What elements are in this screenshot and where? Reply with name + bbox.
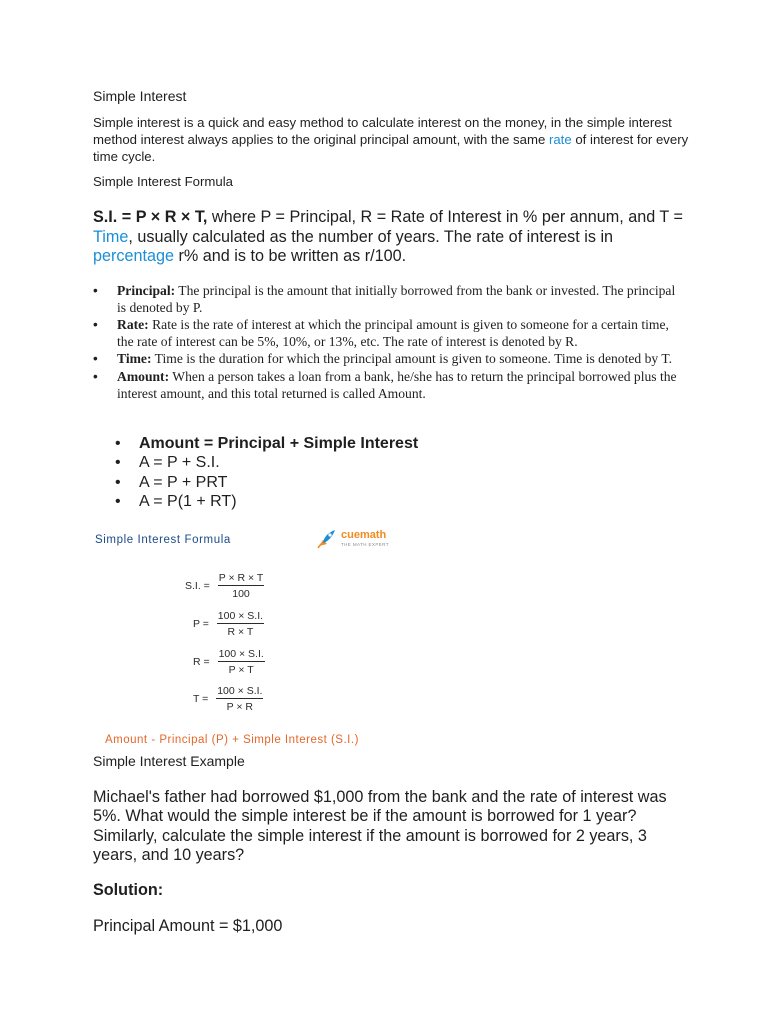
logo-text: cuemath xyxy=(341,529,387,541)
amount-formula-bold: Amount = Principal + Simple Interest xyxy=(139,435,419,452)
fraction-lhs: T = xyxy=(193,693,209,705)
fraction-numerator: P × R × T xyxy=(218,572,264,584)
definition-text: Time is the duration for which the principal amount is given to someone. Time is denoted by T. xyxy=(151,351,673,367)
amount-formula-line: Amount - Principal (P) + Simple Interest (S.I.) xyxy=(105,734,359,746)
fraction-lhs: S.I. = xyxy=(185,580,210,592)
rocket-icon xyxy=(315,528,337,550)
formula-text-mid: , usually calculated as the number of years. The rate of interest is in xyxy=(128,227,614,246)
list-item: • A = P(1 + RT) xyxy=(115,492,418,511)
formula-paragraph xyxy=(93,208,693,267)
fraction-numerator: 100 × S.I. xyxy=(217,610,264,622)
fraction-numerator: 100 × S.I. xyxy=(218,648,264,660)
example-paragraph: Michael's father had borrowed $1,000 from the bank and the rate of interest was 5%. What would the simple interest be if the amount is borrowed for 1 year? Similarly, calculate the simple interest if the amount is borrowed for 2 years, 3 years, and 10 years? xyxy=(93,788,667,864)
fraction-numerator: 100 × S.I. xyxy=(217,685,263,697)
fraction-denominator: 100 xyxy=(232,588,250,600)
definition-text: The principal is the amount that initially borrowed from the bank or invested. The principal is denoted by P. xyxy=(117,283,676,315)
fraction xyxy=(216,685,263,713)
t-fraction-row xyxy=(193,685,263,713)
heading-example: Simple Interest Example xyxy=(93,753,245,769)
list-item: • A = P + S.I. xyxy=(115,453,418,472)
time-link[interactable]: Time xyxy=(93,227,129,246)
list-item xyxy=(93,283,683,317)
fraction-denominator: P × R xyxy=(226,701,254,713)
r-fraction-row xyxy=(193,648,265,676)
definition-term: Rate: xyxy=(117,317,149,333)
fraction xyxy=(217,610,264,638)
heading-formula: Simple Interest Formula xyxy=(93,174,233,189)
definition-term: Amount: xyxy=(117,368,170,384)
formula-image-title: Simple Interest Formula xyxy=(95,534,231,546)
rate-link[interactable]: rate xyxy=(548,132,572,147)
fraction xyxy=(218,648,265,676)
si-fraction-row xyxy=(185,572,264,600)
p-fraction-row xyxy=(193,610,264,638)
fraction-denominator: P × T xyxy=(228,664,254,676)
fraction xyxy=(218,572,265,600)
si-formula: S.I. = P × R × T, xyxy=(93,208,208,226)
solution-label: Solution: xyxy=(93,881,164,899)
intro-text: Simple interest is a quick and easy method to calculate interest on the money, in the simple interest method interest always applies to the original principal amount, with the same xyxy=(93,115,672,147)
percentage-link[interactable]: percentage xyxy=(93,247,175,265)
amount-formula-list xyxy=(115,434,418,511)
definition-text: When a person takes a loan from a bank, he/she has to return the principal borrowed plus the interest amount, and this total returned is called Amount. xyxy=(117,368,677,401)
list-item xyxy=(93,369,683,403)
logo-tagline: THE MATH EXPERT xyxy=(341,542,389,547)
definition-text: Rate is the rate of interest at which the principal amount is given to someone for a certain time, the rate of interest can be 5%, 10%, or 13%, etc. The rate of interest is denoted by R. xyxy=(117,317,669,349)
cuemath-logo xyxy=(315,528,405,550)
fraction-denominator: R × T xyxy=(227,626,254,638)
list-item xyxy=(115,434,418,453)
list-item xyxy=(93,351,683,368)
intro-paragraph xyxy=(93,114,693,165)
fraction-lhs: R = xyxy=(193,656,210,668)
list-item xyxy=(93,317,683,351)
intro-text-end: of interest for every time cycle. xyxy=(93,132,689,164)
definitions-list xyxy=(93,283,683,403)
formula-image xyxy=(93,522,393,750)
formula-text: where P = Principal, R = Rate of Interest in % per annum, and T = xyxy=(207,208,683,226)
fraction-lhs: P = xyxy=(193,618,209,630)
principal-amount: Principal Amount = $1,000 xyxy=(93,917,283,935)
definition-term: Time: xyxy=(117,351,152,367)
heading-simple-interest: Simple Interest xyxy=(93,88,187,104)
list-item: • A = P + PRT xyxy=(115,473,418,492)
definition-term: Principal: xyxy=(117,283,176,298)
formula-text-end: r% and is to be written as r/100. xyxy=(174,247,407,265)
